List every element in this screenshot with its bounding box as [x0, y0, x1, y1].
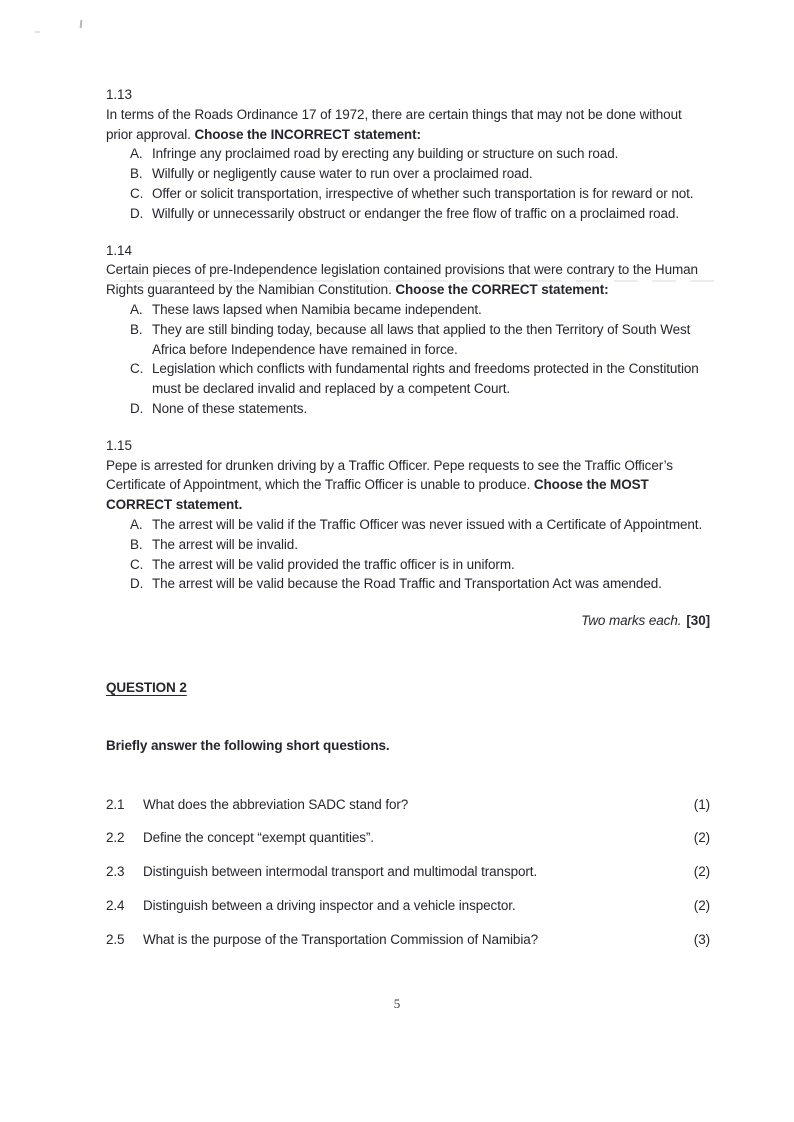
short-question-number: 2.5	[106, 931, 125, 947]
option-letter: A.	[130, 301, 143, 317]
marks-note-total: [30]	[686, 613, 710, 629]
question-1-14	[106, 241, 710, 419]
short-question-number: 2.3	[106, 864, 125, 880]
marks-note	[106, 611, 710, 631]
question-intro-emphasis: Choose the INCORRECT statement:	[194, 126, 421, 142]
option-b	[106, 164, 710, 184]
option-letter: C.	[130, 185, 144, 201]
option-c	[106, 184, 710, 204]
question-intro-text: Certain pieces of pre-Independence legislation contained provisions that were contrary to the Human Rights guaranteed by the Namibian Constitution.	[106, 262, 698, 298]
question-number: 1.13	[106, 87, 132, 102]
option-c	[106, 555, 710, 575]
question-number: 1.14	[106, 242, 132, 258]
option-b	[106, 535, 710, 555]
option-a	[106, 144, 710, 164]
short-question-marks: (1)	[693, 796, 710, 812]
page-number: 5	[393, 996, 401, 1011]
option-d	[106, 574, 710, 594]
short-question-number: 2.1	[106, 796, 125, 812]
short-question-text: Define the concept “exempt quantities”.	[143, 830, 374, 846]
option-text: Legislation which conflicts with fundamental rights and freedoms protected in the Constitution must be declared invalid and replaced by a competent Court.	[152, 361, 699, 397]
option-text: Wilfully or negligently cause water to run over a proclaimed road.	[152, 166, 533, 182]
short-question-2-4	[106, 896, 710, 916]
question-2-instruction: Briefly answer the following short questions.	[106, 737, 390, 753]
marks-note-text: Two marks each.	[581, 613, 682, 629]
option-a	[106, 300, 710, 320]
option-c	[106, 359, 710, 399]
question-intro	[106, 105, 710, 145]
scan-artifact-speck	[35, 31, 40, 33]
short-question-2-5	[106, 930, 710, 950]
short-question-text: What is the purpose of the Transportation Commission of Namibia?	[143, 931, 539, 947]
short-questions-list	[106, 795, 710, 950]
option-text: The arrest will be valid because the Road Traffic and Transportation Act was amended.	[152, 576, 662, 592]
question-number: 1.15	[106, 437, 132, 453]
question-2-heading: QUESTION 2	[106, 679, 187, 695]
option-letter: A.	[130, 146, 143, 162]
short-question-marks: (2)	[693, 897, 710, 913]
option-text: They are still binding today, because all laws that applied to the then Territory of South West Africa before Independence have remained in force.	[152, 321, 691, 357]
option-letter: C.	[130, 361, 144, 377]
question-1-13	[106, 85, 710, 224]
short-question-2-2	[106, 828, 710, 848]
option-a	[106, 515, 710, 535]
short-question-text: Distinguish between intermodal transport and multimodal transport.	[143, 864, 538, 880]
option-b	[106, 320, 710, 360]
question-intro-text: In terms of the Roads Ordinance 17 of 1972, there are certain things that may not be done without prior approval.	[106, 106, 682, 142]
page-content	[106, 85, 710, 950]
question-intro-text: Pepe is arrested for drunken driving by a Traffic Officer. Pepe requests to see the Traffic Officer’s Certificate of Appointment, which the Traffic Officer is unable to produce.	[106, 457, 673, 493]
option-letter: D.	[130, 576, 144, 592]
option-text: The arrest will be valid provided the traffic officer is in uniform.	[152, 556, 515, 572]
option-letter: A.	[130, 516, 143, 532]
short-question-number: 2.4	[106, 897, 125, 913]
option-text: Wilfully or unnecessarily obstruct or endanger the free flow of traffic on a proclaimed road.	[152, 205, 679, 221]
question-intro-emphasis: Choose the CORRECT statement:	[395, 282, 609, 298]
option-letter: B.	[130, 166, 143, 182]
short-question-2-1	[106, 795, 710, 815]
question-intro	[106, 260, 710, 300]
options-list	[106, 144, 710, 223]
options-list	[106, 300, 710, 419]
option-letter: B.	[130, 536, 143, 552]
option-letter: C.	[130, 556, 144, 572]
option-letter: D.	[130, 400, 144, 416]
option-text: The arrest will be invalid.	[152, 536, 298, 552]
question-intro	[106, 456, 710, 515]
short-question-2-3	[106, 862, 710, 882]
short-question-text: Distinguish between a driving inspector and a vehicle inspector.	[143, 897, 516, 913]
option-text: Infringe any proclaimed road by erecting any building or structure on such road.	[152, 146, 619, 162]
option-text: These laws lapsed when Namibia became independent.	[152, 301, 482, 317]
option-text: The arrest will be valid if the Traffic Officer was never issued with a Certificate of Appointment.	[152, 516, 703, 532]
question-1-15	[106, 436, 710, 594]
options-list	[106, 515, 710, 594]
short-question-text: What does the abbreviation SADC stand for?	[143, 796, 409, 812]
option-letter: D.	[130, 205, 144, 221]
short-question-marks: (2)	[693, 830, 710, 846]
option-text: None of these statements.	[152, 400, 308, 416]
option-d	[106, 399, 710, 419]
option-letter: B.	[130, 321, 143, 337]
short-question-marks: (2)	[693, 864, 710, 880]
short-question-marks: (3)	[693, 931, 710, 947]
option-d	[106, 204, 710, 224]
scan-artifact-speck	[80, 20, 83, 28]
question-intro-emphasis: Choose the MOST CORRECT statement.	[106, 477, 649, 513]
option-text: Offer or solicit transportation, irrespective of whether such transportation is for reward or not.	[152, 185, 694, 201]
short-question-number: 2.2	[106, 830, 125, 846]
